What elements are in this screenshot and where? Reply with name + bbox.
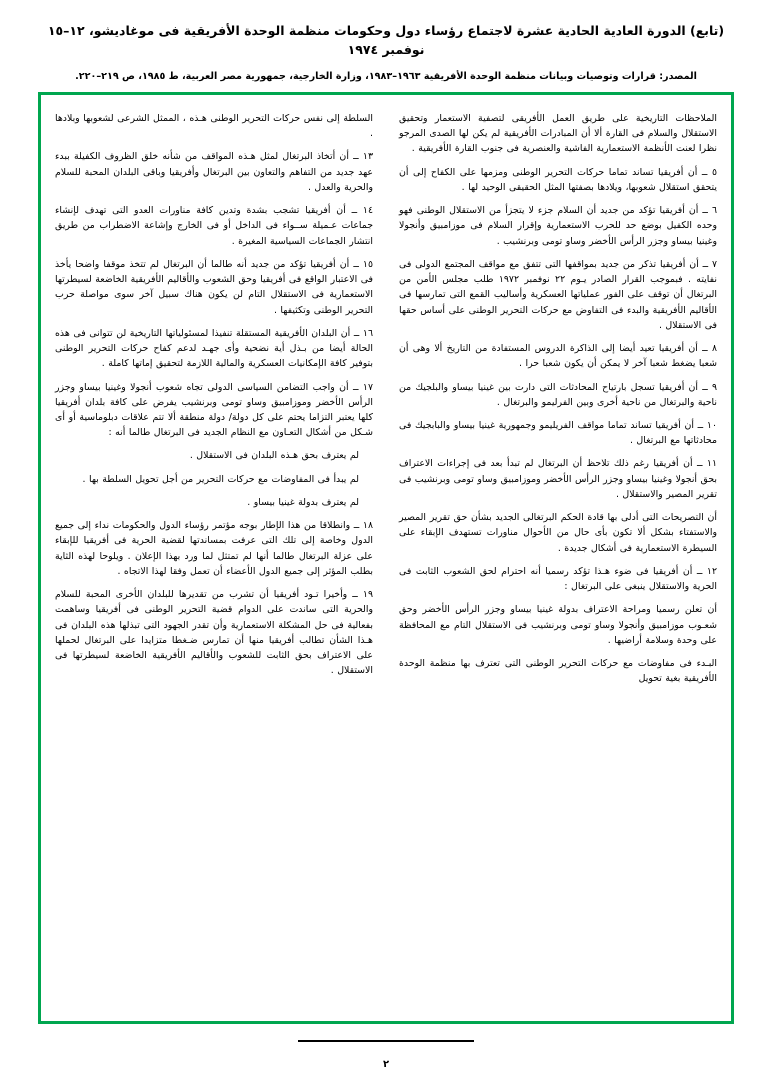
paragraph: لم يعترف بحق هـذه البلدان فى الاستقلال . — [189, 450, 359, 462]
paragraph: ١٠ ــ أن أفريقيا تساند تماما مواقف الفريليمو وجمهورية غينيا بيساو والبابجيك فى محادثاتها مع البرتغال . — [399, 419, 717, 447]
paragraph: لم يبدأ فى المفاوضات مع حركات التحرير من أجل تحويل السلطة بها . — [82, 473, 359, 485]
paragraph: ٥ ــ أن أفريقيا تساند تماما حركات التحرير الوطنى ومزمها على الكفاح إلى أن يتحقق استقلال شعوبها، ويلادها بصفتها المثل الحقيقى الوحيد لها . — [399, 166, 717, 193]
paragraph: ١٨ ــ وانطلاقا من هذا الإطار بوجه مؤتمر رؤساء الدول والحكومات نداء إلى جميع الدول وخاصة إلى تلك التى عرفت بمساندتها لقضية الحرية فى أفريقيا للإبقاء على عزلة البرتغال طالما أنها لم تمتثل لما ورد بهذا الإعلان . ويلوحا لهذه الثاية بطلب المؤثر إلى جميع الدول الأعضاء أن تعمل وفقا لهذا الاتجاه . — [55, 520, 373, 577]
document-header — [0, 0, 772, 84]
paragraph: ٨ ــ أن أفريقيا تعيد أيضا إلى الذاكرة الدروس المستفادة من التاريخ ألا وهى أن شعبا يضغط شعبا آخر لا يمكن أن يكون شعبا حرا . — [399, 343, 717, 370]
paragraph: ١١ ــ أن أفريقيا رغم ذلك تلاحظ أن البرتغال لم تبدأ بعد فى إجراءات الاعتراف بحق أنجولا وغينيا بيساو وجزر الرأس الأخضر وموزامبيق وساو تومى وبرنشيب فى تقرير المصير والاستقلال . — [399, 458, 717, 500]
divider-line — [298, 1040, 474, 1042]
paragraph: ١٤ ــ أن أفريقيا تشجب بشدة وتدين كافة مناورات العدو التى تهدف لإنشاء جماعات عـميلة ســواء فى الداخل أو فى الخارج وإشاعة الاضطراب من طريق انتشار الجماعات السياسية المغيرة . — [55, 205, 373, 247]
paragraph: أن تعلن رسميا ومراحة الاعتراف بدولة غينيا بيساو وجزر الرأس الأخضر وحق شعـوب موزامبيق وأنجولا وساو تومى وبرنشيب فى الاستقلال التام مع المحافظة على وحدة وسلامة أراضيها . — [399, 604, 717, 646]
right-column — [399, 111, 717, 1007]
footer-divider — [0, 1027, 772, 1046]
paragraph: أن التصريحات التى أدلى بها قادة الحكم البرتغالى الجديد بشأن حق تقرير المصير والاستفتاء بشكل ألا تكون بأى حال من الأحوال مناورات تستهدف الإبقاء على السيطرة الاستعمارية فى أشكال جديدة . — [399, 512, 717, 554]
paragraph: ١٧ ــ أن واجب التضامن السياسى الدولى تجاه شعوب أنجولا وغينيا بيساو وجزر الرأس الأخضر وموزامبيق وساو تومى وبرنشيب يفرض على كافة بلدان أفريقيا كلها يعتبر التزاما يحتم على كل دولة/ دولة منطقة ألا تتم علاقات دبلوماسية أو أى شـكل من أشكال التعـاون مع النظام الجديد فى البرتغال طالما أنه : — [55, 381, 373, 439]
content-frame — [38, 92, 734, 1024]
paragraph: الملاحظات التاريخية على طريق العمل الأفريقى لتصفية الاستعمار وتحقيق الاستقلال والسلام فى القارة ألا أن المبادرات الأفريقية لم يكن لها الصدى المرجو نظرا لعنت الأنظمة الاستعمارية الفاشية والعنصرية فى جنوب القارة الأفريقية . — [399, 113, 717, 155]
paragraph: ١٥ ــ أن أفريقيا تؤكد من جديد أنه طالما أن البرتغال لم تتخذ موقفا واضحا يأخذ فى الاعتبار الواقع فى أفريقيا وحق الشعوب والأقاليم الأفريقية الخاضعة لسيطرتها الاستعمارية فى الاستقلال التام لن يكون هناك سبيل آخر سوى مواصلة حرب التحرير الوطنى وتكثيفها . — [55, 258, 373, 316]
paragraph: ١٩ ــ وأخيرا تـود أفريقيا أن تشرب من تقديرها للبلدان الأخرى المحبة للسلام والحرية التى ساندت على الدوام قضية التحرير الوطنى فى أفريقيا وساهمت بفعالية فى حل المشكلة الاستعمارية وأن تقدر الجهود التى تبذلها هذه البلدان فى هـذا الشأن تطالب أفريقيا منها أن تمارس ضـغطا متزايدا على البرتغال لحملها على الاعتراف بحق الثابت للشعوب والأقاليم الأفريقية الخاضعة لسيطرتها فى الاستقلال . — [55, 589, 373, 677]
page-title: (تابع) الدورة العادية الحادية عشرة لاجتماع رؤساء دول وحكومات منظمة الوحدة الأفريقية فى موغاديشو، ١٢–١٥ نوفمبر ١٩٧٤ — [47, 23, 725, 57]
paragraph: البـدء فى مفاوضات مع حركات التحرير الوطنى التى تعترف بها منظمة الوحدة الأفريقية بغية تحويل — [399, 658, 717, 685]
paragraph: ٩ ــ أن أفريقيا تسجل بارتياح المحادثات التى دارت بين غينيا بيساو والبلجيك من ناحية والبرتغال من ناحية أخرى وبين الفرليمو والبرتغال . — [399, 381, 717, 408]
paragraph: ٦ ــ أن أفريقيا تؤكد من جديد أن السلام جزء لا يتجزأ من الاستقلال الوطنى فهو وحده الكفيل بوضع حد للحرب الاستعمارية وإقرار السلام فى موزامبيق وأنجولا وغينيا بيساو وجزر الرأس الأخضر وساو تومى وبرنشيب . — [399, 205, 717, 247]
page-number: ٢ — [382, 1059, 390, 1070]
paragraph: ١٦ ــ أن البلدان الأفريقية المستقلة تنفيذا لمسئولياتها التاريخية لن تتوانى فى هذه الحالة أيضا من بـذل أية نضحية وأى جهـد لدعم كفاح حركات التحرير الوطنى بتوفير كافة الإمكانيات العسكرية والمالية اللازمة لتحقيق إماتها كاملة . — [55, 327, 373, 370]
two-column-body — [55, 111, 717, 1007]
left-column — [55, 111, 373, 1007]
paragraph: ١٣ ــ أن أتخاذ البرتغال لمثل هـذه المواقف من شأنه خلق الظروف الكفيلة ببدء عهد جديد من التفاهم والتعاون بين البرتغال وأفريقيا وباقى البلدان المحبة للسلام والحرية والعدل . — [55, 151, 373, 193]
paragraph: ١٢ ــ أن أفريقيا فى ضوء هـذا تؤكد رسميا أنه احترام لحق الشعوب الثابت فى الحرية والاستقلال ينبغى على البرتغال : — [399, 565, 717, 593]
paragraph: ٧ ــ أن أفريقيا تذكر من جديد بمواقفها التى تتفق مع مواقف المجتمع الدولى فى نفايته . فبموجب القرار الصادر يـوم ٢٢ نوفمبر ١٩٧٢ طلب مجلس الأمن من البرتغال أن توقف على الفور عملياتها العسكرية وأساليب القمع التى تمارسها فى الأقاليم الأفريقية والبدء فى التفاوض مع حركات التحرير الوطنى على أساس حقها فى الاستقلال . — [399, 258, 717, 331]
source-note: المصدر: قرارات وتوصيات وبيانات منظمة الوحدة الأفريقية ١٩٦٣–١٩٨٣، وزارة الخارجية، جمهورية مصر العربية، ط ١٩٨٥، ص ٢١٩–٢٢٠. — [75, 70, 697, 82]
paragraph: لم يعترف بدولة غينيا بيساو . — [247, 496, 359, 508]
paragraph: السلطة إلى نفس حركات التحرير الوطنى هـذه ، الممثل الشرعى لشعوبها وبلادها . — [55, 113, 373, 140]
